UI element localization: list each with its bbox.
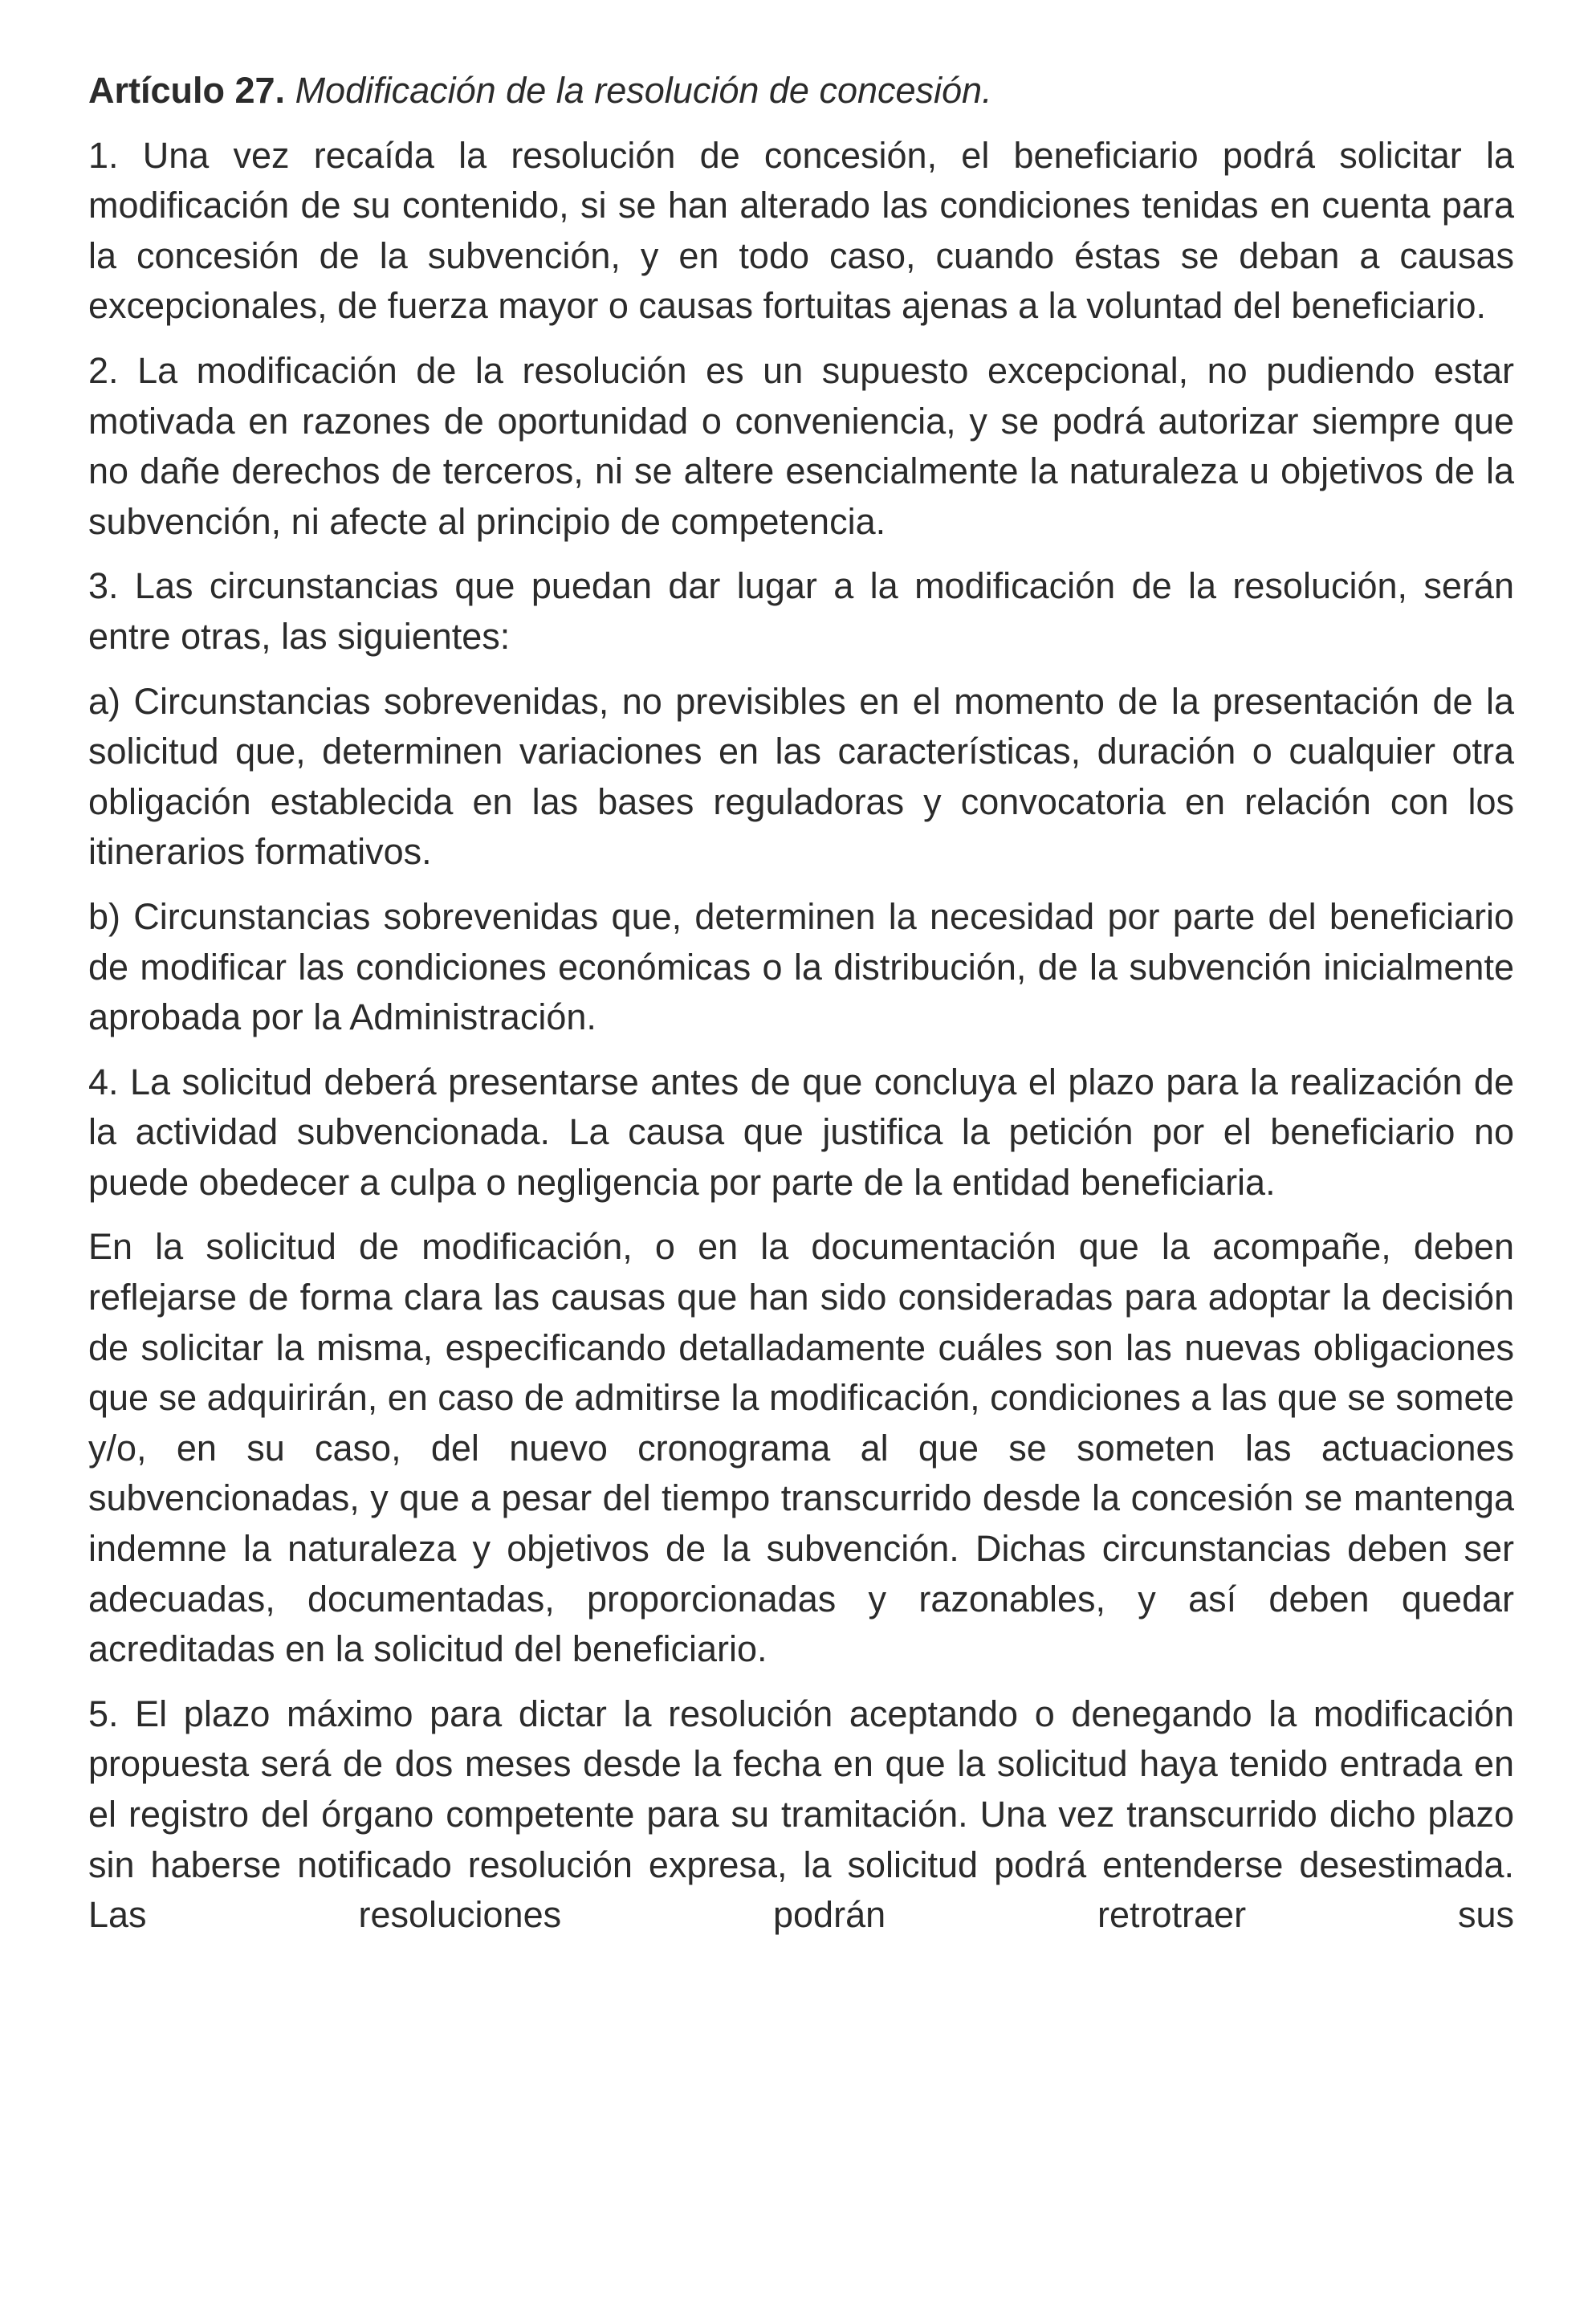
paragraph-1: 1. Una vez recaída la resolución de concesión, el beneficiario podrá solicitar la modificación de su contenido, si se han alterado las condiciones tenidas en cuenta para la concesión de la subvención, y en todo caso, cuando éstas se deban a causas excepcionales, de fuerza mayor o causas fortuitas ajenas a la voluntad del beneficiario. (88, 134, 1514, 327)
paragraph-5: 5. El plazo máximo para dictar la resolución aceptando o denegando la modificación propuesta será de dos meses desde la fecha en que la solicitud haya tenido entrada en el registro del órgano competente para su tramitación. Una vez transcurrido dicho plazo sin haberse notificado resolución expresa, la solicitud podrá entenderse desestimada. Las resoluciones podrán retrotraer sus (88, 1693, 1514, 1936)
paragraph-4: 4. La solicitud deberá presentarse antes de que concluya el plazo para la realización de la actividad subvencionada. La causa que justifica la petición por el beneficiario no puede obedecer a culpa o negligencia por parte de la entidad beneficiaria. (88, 1061, 1514, 1203)
paragraph-3a: a) Circunstancias sobrevenidas, no previsibles en el momento de la presentación de la solicitud que, determinen variaciones en las características, duración o cualquier otra obligación establecida en las bases reguladoras y convocatoria en relación con los itinerarios formativos. (88, 680, 1514, 873)
paragraph-3b: b) Circunstancias sobrevenidas que, determinen la necesidad por parte del beneficiario de modificar las condiciones económicas o la distribución, de la subvención inicialmente aprobada por la Administración. (88, 895, 1514, 1038)
paragraph-3: 3. Las circunstancias que puedan dar lugar a la modificación de la resolución, serán entre otras, las siguientes: (88, 565, 1514, 657)
document-page (88, 66, 1514, 1955)
article-number: Artículo 27. (88, 70, 286, 111)
paragraph-4-detail: En la solicitud de modificación, o en la documentación que la acompañe, deben reflejarse de forma clara las causas que han sido consideradas para adoptar la decisión de solicitar la misma, especificando detalladamente cuáles son las nuevas obligaciones que se adquirirán, en caso de admitirse la modificación, condiciones a las que se somete y/o, en su caso, del nuevo cronograma al que se someten las actuaciones subvencionadas, y que a pesar del tiempo transcurrido desde la concesión se mantenga indemne la naturaleza y objetivos de la subvención. Dichas circunstancias deben ser adecuadas, documentadas, proporcionadas y razonables, y así deben quedar acreditadas en la solicitud del beneficiario. (88, 1226, 1515, 1670)
article-heading (88, 66, 1514, 116)
paragraph-2: 2. La modificación de la resolución es un supuesto excepcional, no pudiendo estar motivada en razones de oportunidad o conveniencia, y se podrá autorizar siempre que no dañe derechos de terceros, ni se altere esencialmente la naturaleza u objetivos de la subvención, ni afecte al principio de competencia. (88, 349, 1514, 542)
article-title: Modificación de la resolución de concesión. (285, 70, 992, 111)
